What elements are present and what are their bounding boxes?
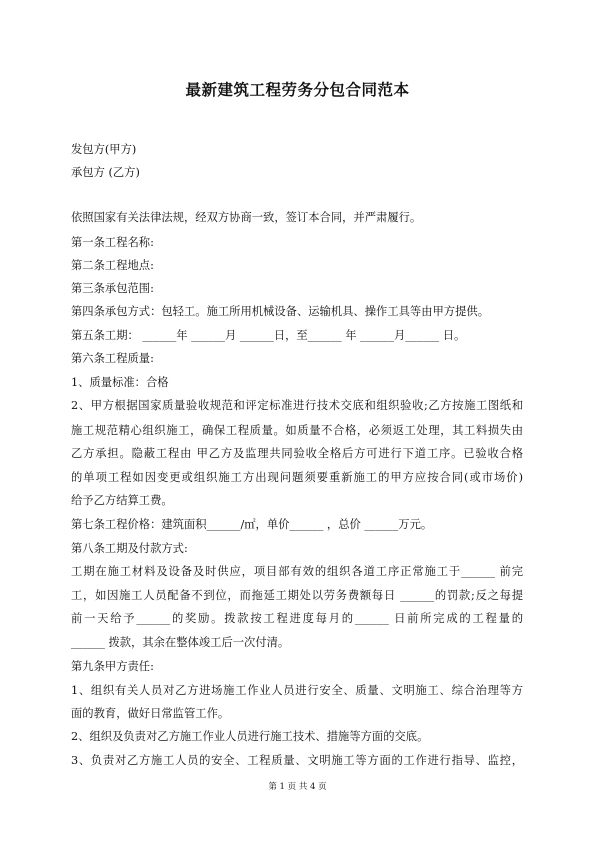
paragraph-line: 施工规范精心组织施工，确保工程质量。如质量不合格，必须返工处理，其工料损失由 <box>71 424 523 437</box>
clause-9-heading: 第九条甲方责任: <box>71 660 154 673</box>
clause-8-heading: 第八条工期及付款方式: <box>71 542 188 555</box>
paragraph-line: 2、甲方根据国家质量验收规范和评定标准进行技术交底和组织验收;乙方按施工图纸和 <box>71 399 523 412</box>
paragraph-line: 2、组织及负责对乙方施工作业人员进行施工技术、措施等方面的交底。 <box>71 730 429 743</box>
paragraph-line: ______ 拨款，其余在整体竣工后一次付清。 <box>71 636 290 649</box>
paragraph-line: 前一天给予______的奖励。拨款按工程进度每月的______ 日前所完成的工程量的 <box>71 612 523 625</box>
paragraph-line: 工期在施工材料及设备及时供应，项目部有效的组织各道工序正常施工于______ 前完 <box>71 565 523 578</box>
clause-6-heading: 第六条工程质量: <box>71 352 154 365</box>
clause-7-text: 第七条工程价格：建筑面积______/㎡，单价______ ，总价 ______万元。 <box>71 518 433 531</box>
paragraph-line: 的单项工程如因变更或组织施工方出现问题须要重新施工的甲方应按合同(或市场价) <box>71 471 523 484</box>
party-b-line: 承包方 (乙方) <box>71 166 140 179</box>
clause-3-heading: 第三条承包范围: <box>71 282 154 295</box>
paragraph-line: 乙方承担。隐蔽工程由 甲乙方及监理共同验收全格后方可进行下道工序。已验收合格 <box>71 447 523 460</box>
paragraph-line: 1、组织有关人员对乙方进场施工作业人员进行安全、质量、文明施工、综合治理等方 <box>71 684 523 697</box>
party-a-line: 发包方(甲方) <box>71 143 137 156</box>
paragraph-line: 工，如因施工人员配备不到位，而拖延工期处以劳务费额每日 ______的罚款;反之每提 <box>71 589 523 602</box>
paragraph-line: 给予乙方结算工费。 <box>71 494 173 507</box>
clause-4-text: 第四条承包方式：包轻工。施工所用机械设备、运输机具、操作工具等由甲方提供。 <box>71 305 489 318</box>
paragraph-line: 3、负责对乙方施工人员的安全、工程质量、文明施工等方面的工作进行指导、监控， <box>71 754 523 767</box>
document-title: 最新建筑工程劳务分包合同范本 <box>185 81 410 99</box>
preamble-line: 依照国家有关法律法规，经双方协商一致，签订本合同，并严肃履行。 <box>71 211 422 224</box>
clause-5-text: 第五条工期： ______年 ______月 ______日，至______ 年 ______月______ 日。 <box>71 329 466 342</box>
page-footer: 第 1 页 共 4 页 <box>268 782 327 792</box>
quality-standard-line: 1、质量标准：合格 <box>71 376 169 389</box>
paragraph-line: 面的教育，做好日常监管工作。 <box>71 707 230 720</box>
clause-1-heading: 第一条工程名称: <box>71 236 154 249</box>
clause-2-heading: 第二条工程地点: <box>71 259 154 272</box>
